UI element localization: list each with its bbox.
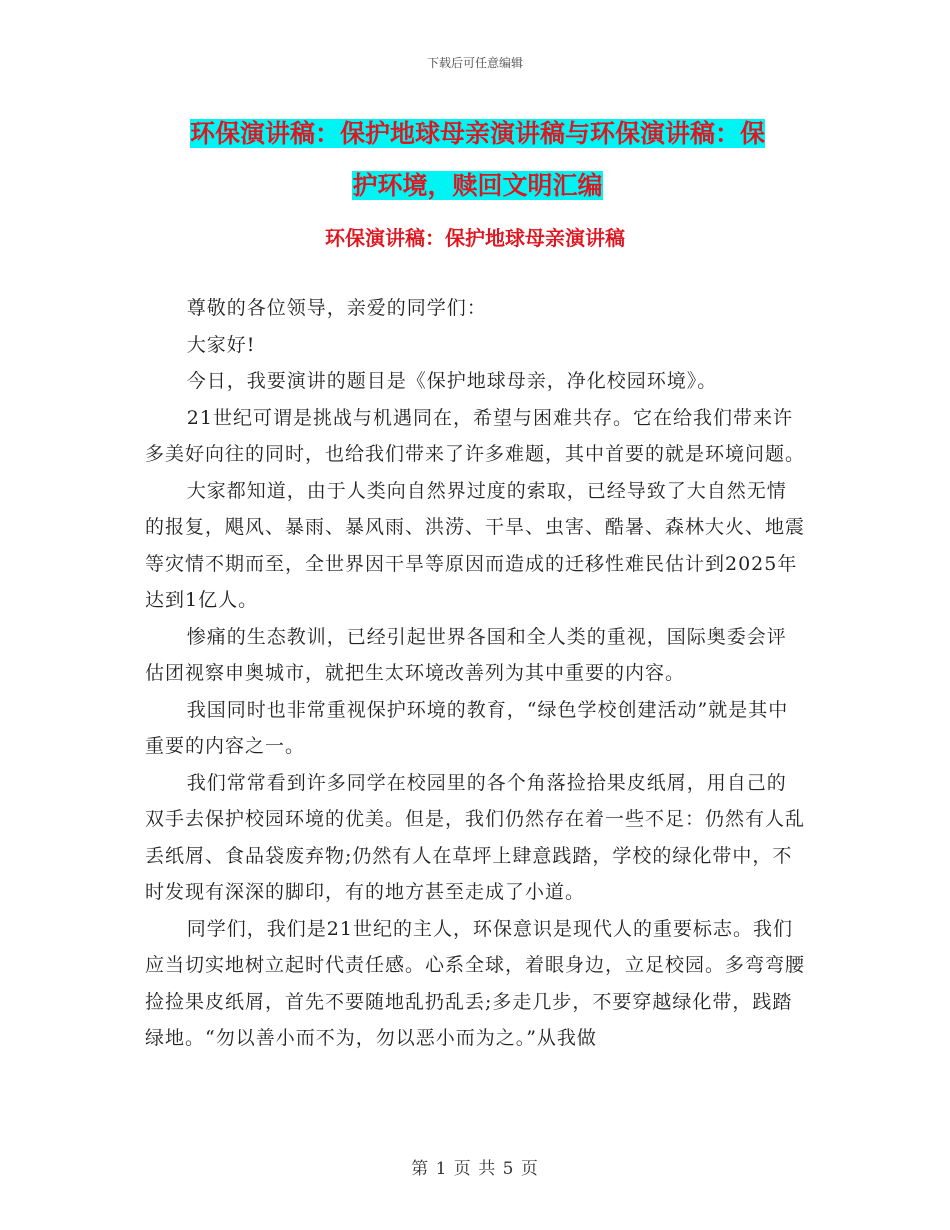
page-number-footer: 第 1 页 共 5 页 xyxy=(411,1159,539,1179)
paragraph: 大家都知道，由于人类向自然界过度的索取，已经导致了大自然无情的报复，飓风、暴雨、暴风雨、洪涝、干旱、虫害、酷暑、森林大火、地震等灾情不期而至，全世界因干旱等原因而造成的迁移性难民估计到2025年达到1亿人。 xyxy=(145,479,806,611)
section-title: 环保演讲稿：保护地球母亲演讲稿 xyxy=(325,226,625,250)
paragraph-salutation: 尊敬的各位领导，亲爱的同学们： xyxy=(186,297,487,319)
paragraph: 我们常常看到许多同学在校园里的各个角落捡拾果皮纸屑，用自己的双手去保护校园环境的优美。但是，我们仍然存在着一些不足：仍然有人乱丢纸屑、食品袋废弃物;仍然有人在草坪上肆意践踏，学校的绿化带中，不时发现有深深的脚印，有的地方甚至走成了小道。 xyxy=(145,771,806,903)
document-body xyxy=(145,290,805,1057)
paragraph: 同学们，我们是21世纪的主人，环保意识是现代人的重要标志。我们应当切实地树立起时代责任感。心系全球，着眼身边，立足校园。多弯弯腰捡捡果皮纸屑，首先不要随地乱扔乱丢;多走几步，不要穿越绿化带，践踏绿地。“勿以善小而不为，勿以恶小而为之。”从我做 xyxy=(145,917,806,1049)
page-header-note: 下载后可任意编辑 xyxy=(426,56,523,70)
paragraph: 21世纪可谓是挑战与机遇同在，希望与困难共存。它在给我们带来许多美好向往的同时，也给我们带来了许多难题，其中首要的就是环境问题。 xyxy=(145,406,806,465)
paragraph-greeting: 大家好! xyxy=(186,333,256,356)
paragraph: 我国同时也非常重视保护环境的教育，“绿色学校创建活动”就是其中重要的内容之一。 xyxy=(145,698,789,757)
document-title xyxy=(145,108,810,212)
document-title-line-1: 环保演讲稿：保护地球母亲演讲稿与环保演讲稿：保 xyxy=(189,119,765,148)
paragraph: 今日，我要演讲的题目是《保护地球母亲，净化校园环境》。 xyxy=(186,370,718,392)
paragraph: 惨痛的生态教训，已经引起世界各国和全人类的重视，国际奥委会评估团视察申奥城市，就把生太环境改善列为其中重要的内容。 xyxy=(145,625,787,684)
document-title-line-2: 护环境，赎回文明汇编 xyxy=(352,171,603,200)
